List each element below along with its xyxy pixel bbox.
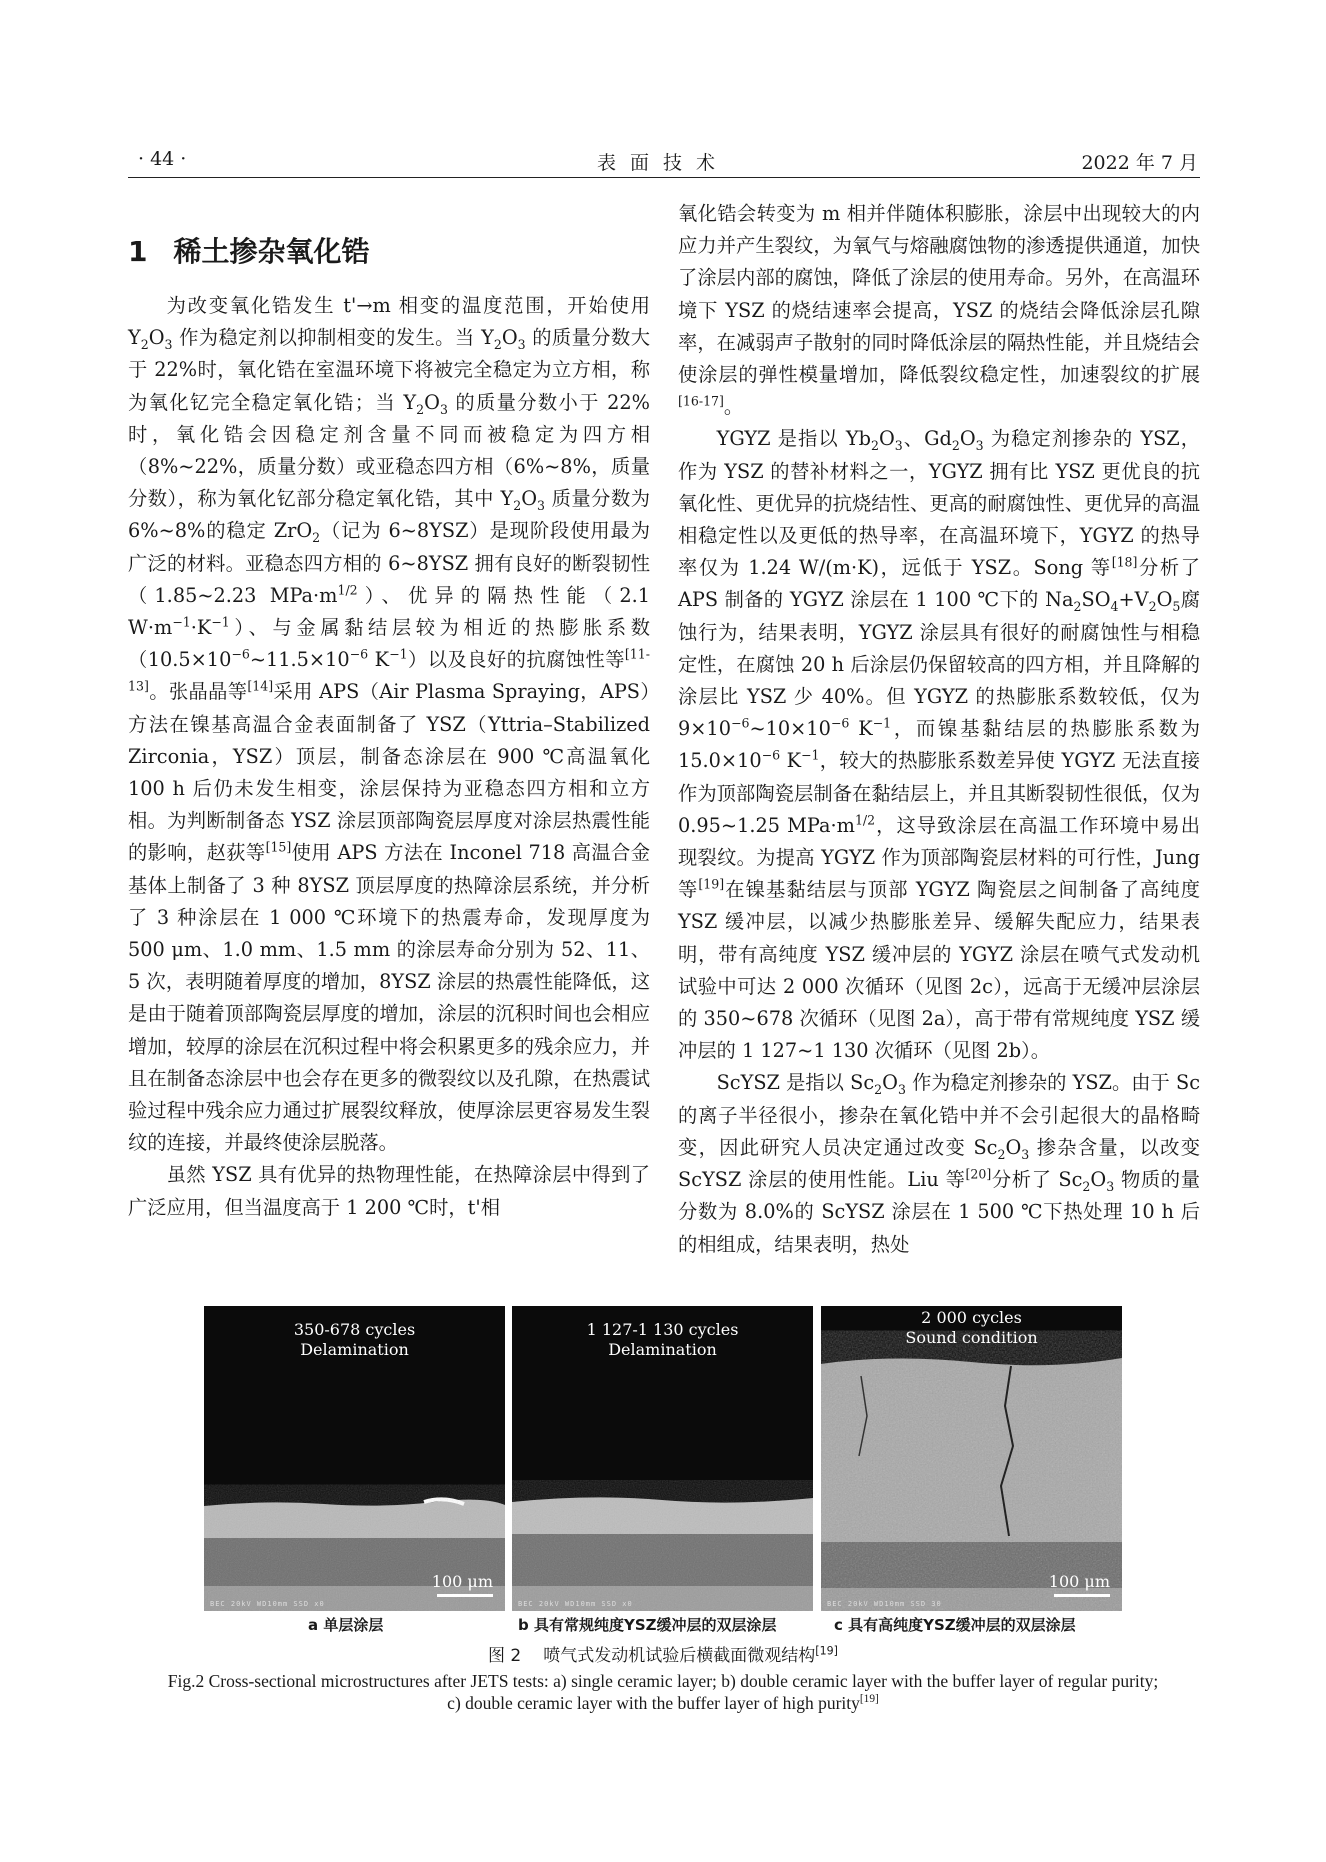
text-run: ~10×10	[749, 717, 831, 741]
text-run: O	[424, 390, 440, 414]
caption-ref: [19]	[815, 1644, 838, 1658]
superscript: 1/2	[854, 812, 876, 828]
text-run: ，而镍基黏结层的热膨胀系数为 15.0×10	[678, 717, 1200, 773]
right-column	[678, 198, 1200, 1261]
scale-bar	[437, 1594, 493, 1597]
figure-2	[204, 1306, 1122, 1611]
text-run: ）以及良好的抗腐蚀性等	[407, 648, 625, 672]
text-run: 在镍基黏结层与顶部 YGYZ 陶瓷层之间制备了高纯度 YSZ 缓冲层，以减少热膨胀差异、缓解失配应力，结果表明，带有高纯度 YSZ 缓冲层的 YGYZ 涂层在喷气式发动机试验中可达 2 000 次循环（见图 2c），远高于无缓冲层涂层的 350~678 次循环（见图 2a），高于带有常规纯度 YSZ 缓冲层的 1 127~1 130 次循环（见图 2b）。	[678, 878, 1201, 1063]
subscript: 3	[975, 438, 984, 454]
text-run: ScYSZ 是指以 Sc	[716, 1071, 875, 1095]
text-run: 作为稳定剂掺杂的 YSZ。由于 Sc 的离子半径很小，掺杂在氧化锆中并不会引起很大的晶格畸变，因此研究人员决定通过改变 Sc	[678, 1071, 1201, 1159]
caption-ref: [19]	[859, 1693, 879, 1706]
micrograph-panel-c	[821, 1306, 1122, 1611]
page-number: · 44 ·	[138, 148, 187, 170]
text-run: 氧化锆会转变为 m 相并伴随体积膨胀，涂层中出现较大的内应力并产生裂纹，为氧气与熔融腐蚀物的渗透提供通道，加快了涂层内部的腐蚀，降低了涂层的使用寿命。另外，在高温环境下 YSZ 的烧结速率会提高，YSZ 的烧结会降低涂层孔隙率，在减弱声子散射的同时降低涂层的隔热性能，并且烧结会使涂层的弹性模量增加，降低裂纹稳定性，加速裂纹的扩展	[678, 202, 1200, 387]
running-header	[128, 142, 1198, 176]
text-run: K	[780, 749, 801, 773]
scale-bar	[1054, 1594, 1110, 1597]
micrograph-panel-a	[204, 1306, 505, 1611]
superscript: 1/2	[337, 582, 358, 598]
header-rule	[128, 177, 1200, 178]
text-run: 的质量分数小于 22%时，氧化锆会因稳定剂含量不同而被稳定为四方相（8%~22%，质量分数）或亚稳态四方相（6%~8%，质量分数），称为氧化钇部分稳定氧化锆，其中 Y	[128, 390, 650, 511]
subscript: 3	[1021, 1146, 1030, 1162]
issue-date: 2022 年 7 月	[1081, 152, 1198, 174]
text-run: O	[1005, 1135, 1022, 1159]
superscript: −1	[800, 748, 820, 764]
scale-label: 100 μm	[1048, 1572, 1110, 1591]
text-run: ）、与金属黏结层较为相近的热膨胀系数（10.5×10	[128, 616, 650, 672]
text-run: 的质量分数大于 22%时，氧化锆在室温环境下将被完全稳定为立方相，称为氧化钇完全稳定氧化锆；当 Y	[128, 326, 650, 414]
text-run: （记为 6~8YSZ）是现阶段使用最为广泛的材料。亚稳态四方相的 6~8YSZ 拥有良好的断裂韧性（1.85~2.23 MPa·m	[128, 519, 650, 607]
text-run: O	[521, 487, 538, 511]
subscript: 2	[416, 401, 425, 417]
caption-text: Fig.2 Cross-sectional microstructures after JETS tests: a) single ceramic layer; b) double ceramic layer with the buffer layer of regular purity; c) double ceramic layer with the buffer layer of high purity	[167, 1671, 1159, 1713]
micrograph-panel-b	[512, 1306, 813, 1611]
subscript: 4	[1110, 599, 1119, 615]
panel-cycles-label: 1 127-1 130 cycles	[586, 1320, 739, 1339]
superscript: [14]	[247, 679, 274, 695]
subscript: 2	[1148, 599, 1157, 615]
subscript: 2	[513, 498, 522, 514]
subscript: 2	[1073, 599, 1082, 615]
text-run: 使用 APS 方法在 Inconel 718 高温合金基体上制备了 3 种 8YSZ 顶层厚度的热障涂层系统，并分析了 3 种涂层在 1 000 ℃环境下的热震寿命，发现厚度为 500 μm、1.0 mm、1.5 mm 的涂层寿命分别为 52、11、5 次，表明随着厚度的增加，8YSZ 涂层的热震性能降低，这是由于随着顶部陶瓷层厚度的增加，涂层的沉积时间也会相应增加，较厚的涂层在沉积过程中将会积累更多的残余应力，并且在制备态涂层中也会存在更多的微裂纹以及孔隙，在热震试验过程中残余应力通过扩展裂纹释放，使厚涂层更容易发生裂纹的连接，并最终使涂层脱落。	[128, 841, 650, 1155]
subscript: 2	[140, 337, 149, 353]
superscript: −1	[389, 646, 408, 662]
micrograph-image-c	[821, 1306, 1122, 1611]
text-run: O	[878, 427, 895, 451]
sem-info-bar: BEC 20kV WD10mm SSD x0	[210, 1600, 325, 1608]
text-run: O	[959, 427, 976, 451]
text-run: 掺杂含量，以改变 ScYSZ 涂层的使用性能。Liu 等	[678, 1135, 1200, 1192]
section-title: 稀土掺杂氧化锆	[173, 235, 370, 268]
subscript: 3	[164, 337, 173, 353]
sublabel-c: c 具有高纯度YSZ缓冲层的双层涂层	[834, 1616, 1076, 1634]
text-run: O	[1090, 1168, 1107, 1192]
subscript: 3	[537, 498, 546, 514]
text-run: 物质的量分数为 8.0%的 ScYSZ 涂层在 1 500 ℃下热处理 10 h 后的相组成，结果表明，热处	[678, 1168, 1200, 1256]
text-run: ，这导致涂层在高温工作环境中易出现裂纹。为提高 YGYZ 作为顶部陶瓷层材料的可行性，Jung 等	[678, 813, 1201, 902]
panel-cycles-label: 2 000 cycles	[921, 1308, 1022, 1327]
text-run: O	[148, 326, 165, 350]
text-run: 。	[723, 395, 744, 419]
left-column	[128, 222, 650, 1224]
paragraph: 虽然 YSZ 具有优异的热物理性能，在热障涂层中得到了广泛应用，但当温度高于 1 200 ℃时，t'相	[128, 1163, 650, 1219]
superscript: −6	[761, 748, 781, 764]
section-heading	[128, 232, 650, 272]
text-run: 分析了 APS 制备的 YGYZ 涂层在 1 100 ℃下的 Na	[678, 556, 1200, 612]
text-run: 分析了 Sc	[991, 1168, 1083, 1192]
figure-sublabels	[204, 1614, 1122, 1638]
sem-info-bar: BEC 20kV WD10mm SSD 30	[827, 1600, 942, 1608]
text-run: 作为稳定剂以抑制相变的发生。当 Y	[172, 326, 494, 350]
subscript: 2	[312, 530, 321, 546]
paragraph	[678, 198, 1200, 423]
text-run: 质量分数为 6%~8%的稳定 ZrO	[128, 487, 650, 543]
text-run: K	[368, 648, 390, 672]
superscript: −1	[172, 614, 191, 630]
text-run: SO	[1081, 588, 1111, 612]
text-run: O	[1156, 588, 1173, 612]
superscript: [20]	[965, 1166, 992, 1182]
subscript: 2	[951, 438, 960, 454]
text-run: K	[849, 717, 873, 741]
journal-title: 表面技术	[596, 152, 729, 174]
text-run: O	[501, 326, 518, 350]
caption-text: 喷气式发动机试验后横截面微观结构	[543, 1646, 816, 1666]
subscript: 2	[870, 438, 879, 454]
superscript: [15]	[265, 840, 292, 856]
paragraph	[678, 1067, 1200, 1260]
panel-condition-label: Sound condition	[905, 1328, 1038, 1347]
text-run: 、Gd	[902, 427, 952, 451]
superscript: −1	[872, 715, 892, 731]
superscript: −6	[231, 646, 250, 662]
text-run: 。张晶晶等	[148, 680, 248, 704]
text-run: 腐蚀行为，结果表明，YGYZ 涂层具有很好的耐腐蚀性与相稳定性，在腐蚀 20 h 后涂层仍保留较高的四方相，并且降解的涂层比 YSZ 少 40%。但 YGYZ 的热膨胀系数较低，仅为 9×10	[678, 588, 1201, 741]
superscript: [16-17]	[678, 393, 724, 409]
sublabel-a: a 单层涂层	[308, 1616, 384, 1634]
subscript: 3	[897, 1082, 906, 1098]
text-run: ）、优异的隔热性能（2.1 W·m	[128, 583, 650, 640]
text-run: 为改变氧化锆发生 t'→m 相变的温度范围，开始使用 Y	[128, 294, 650, 350]
text-run: ，较大的热膨胀系数差异使 YGYZ 无法直接作为顶部陶瓷层制备在黏结层上，并且其断裂韧性很低，仅为 0.95~1.25 MPa·m	[678, 749, 1200, 837]
scale-label: 100 μm	[431, 1572, 493, 1591]
subscript: 2	[874, 1082, 883, 1098]
subscript: 5	[1172, 599, 1181, 615]
superscript: −6	[349, 646, 369, 662]
superscript: −6	[730, 715, 750, 731]
subscript: 3	[439, 401, 448, 417]
text-run: ~11.5×10	[249, 648, 350, 672]
subscript: 3	[517, 337, 526, 353]
paragraph	[128, 290, 650, 1159]
sem-info-bar: BEC 20kV WD10mm SSD x0	[518, 1600, 633, 1608]
text-run: +V	[1118, 588, 1149, 612]
text-run: 为稳定剂掺杂的 YSZ，作为 YSZ 的替补材料之一，YGYZ 拥有比 YSZ 更优良的抗氧化性、更优异的抗烧结性、更高的耐腐蚀性、更优异的高温相稳定性以及更低的热导率，在高温环境下，YGYZ 的热导率仅为 1.24 W/(m·K)，远低于 YSZ。Song 等	[678, 427, 1201, 580]
text-run: YGYZ 是指以 Yb	[716, 427, 871, 451]
superscript: −6	[830, 715, 850, 731]
text-run: O	[882, 1071, 898, 1095]
panel-condition-label: Delamination	[608, 1340, 717, 1359]
panel-cycles-label: 350-678 cycles	[293, 1320, 416, 1339]
text-run: ·K	[190, 616, 212, 640]
section-number: 1	[128, 235, 148, 268]
panel-condition-label: Delamination	[300, 1340, 409, 1359]
superscript: [11-13]	[128, 646, 650, 695]
figure-caption-en	[160, 1670, 1166, 1714]
superscript: [19]	[698, 876, 725, 892]
subscript: 2	[1082, 1178, 1091, 1194]
superscript: −1	[211, 614, 230, 630]
subscript: 2	[997, 1146, 1006, 1162]
superscript: [18]	[1111, 554, 1138, 570]
paragraph	[678, 423, 1200, 1067]
subscript: 2	[493, 337, 502, 353]
subscript: 3	[1106, 1178, 1115, 1194]
figure-caption-cn	[0, 1641, 1326, 1666]
text-run: 采用 APS（Air Plasma Spraying，APS）方法在镍基高温合金表面制备了 YSZ（Yttria–Stabilized Zirconia，YSZ）顶层，制备态涂层在 900 ℃高温氧化 100 h 后仍未发生相变，涂层保持为亚稳态四方相和立方相。为判断制备态 YSZ 涂层顶部陶瓷层厚度对涂层热震性能的影响，赵荻等	[128, 680, 651, 865]
figure-number: 图 2	[488, 1646, 522, 1666]
subscript: 3	[894, 438, 903, 454]
sublabel-b: b 具有常规纯度YSZ缓冲层的双层涂层	[518, 1616, 777, 1634]
